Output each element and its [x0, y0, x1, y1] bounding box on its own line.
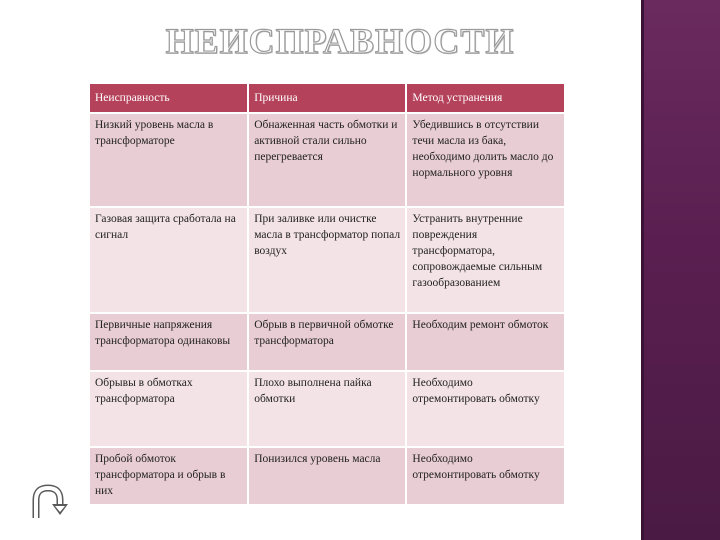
header-fault: Неисправность	[90, 84, 247, 112]
cell-cause: При заливке или очистке масла в трансформатор попал воздух	[249, 208, 405, 312]
table-row	[90, 114, 564, 206]
return-arrow-icon[interactable]	[28, 482, 68, 522]
cell-cause: Плохо выполнена пайка обмотки	[249, 372, 405, 446]
decorative-sidebar	[641, 0, 720, 540]
cell-remedy: Необходим ремонт обмоток	[407, 314, 564, 370]
sidebar-edge	[641, 0, 644, 540]
cell-remedy: Устранить внутренние повреждения трансформатора, сопровождаемые сильным газообразованием	[407, 208, 564, 312]
table-row	[90, 448, 564, 504]
cell-cause: Обрыв в первичной обмотке трансформатора	[249, 314, 405, 370]
cell-cause: Понизился уровень масла	[249, 448, 405, 504]
faults-table	[88, 82, 566, 506]
table-row	[90, 372, 564, 446]
cell-fault: Первичные напряжения трансформатора одинаковы	[90, 314, 247, 370]
cell-cause: Обнаженная часть обмотки и активной стали сильно перегревается	[249, 114, 405, 206]
page-title: НЕИСПРАВНОСТИ	[165, 21, 515, 61]
cell-fault: Газовая защита сработала на сигнал	[90, 208, 247, 312]
header-remedy: Метод устранения	[407, 84, 564, 112]
cell-fault: Низкий уровень масла в трансформаторе	[90, 114, 247, 206]
table-row	[90, 314, 564, 370]
cell-remedy: Убедившись в отсутствии течи масла из бака, необходимо долить масло до нормального уровня	[407, 114, 564, 206]
cell-fault: Обрывы в обмотках трансформатора	[90, 372, 247, 446]
table-header-row	[90, 84, 564, 112]
header-cause: Причина	[249, 84, 405, 112]
cell-remedy: Необходимо отремонтировать обмотку	[407, 448, 564, 504]
cell-remedy: Необходимо отремонтировать обмотку	[407, 372, 564, 446]
table-row	[90, 208, 564, 312]
cell-fault: Пробой обмоток трансформатора и обрыв в них	[90, 448, 247, 504]
